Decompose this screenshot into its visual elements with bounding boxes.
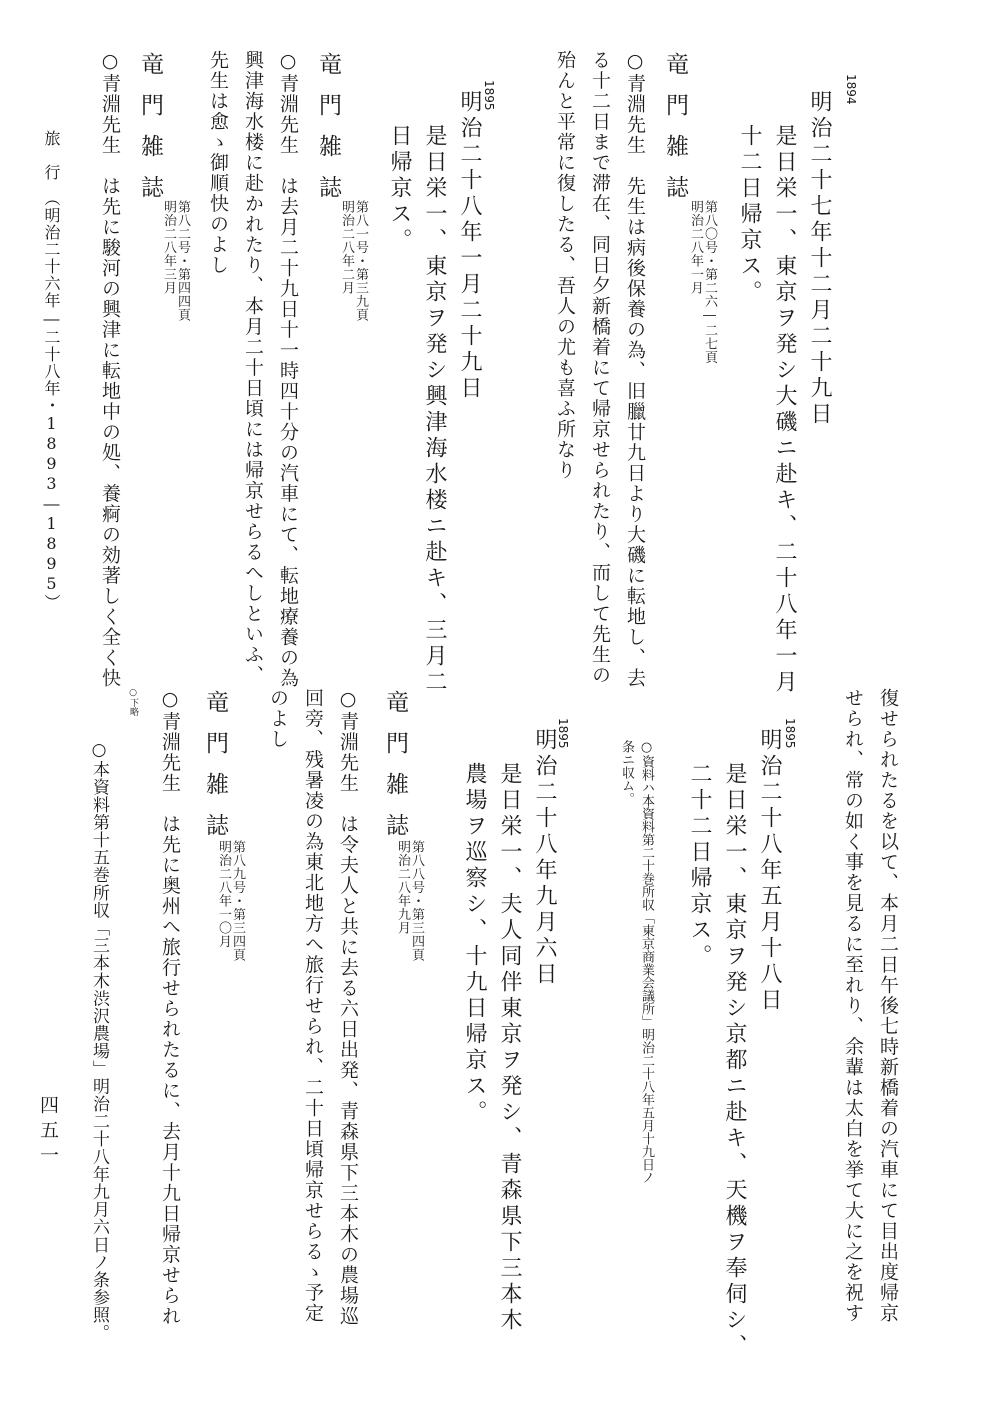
quote-line: ○青淵先生 は令夫人と共に去る六日出発、青森県下三本木の農場巡 — [337, 688, 359, 1327]
source-title: 竜門雑誌 — [137, 52, 163, 216]
quote-line: 先生は愈ゝ御順快のよし — [207, 50, 229, 276]
source-citation: 第八一号・第三九頁 明治二八年二月 — [339, 200, 368, 322]
quote-line: 殆んと平常に復したる、吾人の尤も喜ふ所なり — [554, 50, 576, 481]
entry-date: 明治二十八年五月十八日 — [757, 728, 782, 1014]
entry-text: 日帰京ス。 — [387, 124, 412, 254]
note-line: 条ニ収ム。 — [619, 740, 634, 805]
western-year: 1895 — [482, 80, 496, 111]
source-citation: 第八八号・第三四頁 明治二八年九月 — [395, 840, 424, 962]
entry-text: 農場ヲ巡察シ、十九日帰京ス。 — [462, 762, 487, 1126]
source-title: 竜門雑誌 — [315, 52, 341, 216]
note-line: ○資料ハ本資料第二十巻所収「東京商業会議所」明治二十八年五月十九日ノ — [639, 740, 654, 1184]
western-year: 1895 — [783, 718, 797, 749]
omission-mark: ○下略 — [128, 688, 138, 716]
running-title: 旅 行 （明治二十六年―二十八年・1893―1895） — [42, 130, 61, 611]
entry-date: 明治二十八年九月六日 — [532, 728, 557, 988]
source-title: 竜門雑誌 — [662, 52, 688, 216]
quote-line: ○青淵先生 は先に奥州へ旅行せられたるに、去月十九日帰京せられ — [159, 688, 181, 1327]
quote-line: 興津海水楼に赴かれたり、本月二十日頃には帰京せらるへしといふ、 — [242, 50, 264, 686]
quote-line: 復せられたるを以て、本月二日午後七時新橋着の汽車にて目出度帰京 — [877, 688, 899, 1324]
entry-text: 是日栄一、夫人同伴東京ヲ発シ、青森県下三本木 — [497, 762, 522, 1334]
quote-line: ○青淵先生 先生は病後保養の為、旧臘廿九日より大磯に転地し、去 — [624, 50, 646, 689]
entry-text: 是日栄一、東京ヲ発シ京都ニ赴キ、天機ヲ奉伺シ、 — [722, 762, 747, 1360]
entry-text: 是日栄一、東京ヲ発シ興津海水楼ニ赴キ、三月二 — [422, 124, 447, 696]
source-citation: 第八〇号・第二六―二七頁 明治二八年一月 — [688, 200, 717, 364]
page-number: 四五一 — [37, 1095, 59, 1170]
entry-text: 十二日帰京ス。 — [737, 124, 762, 306]
western-year: 1894 — [844, 74, 858, 105]
source-citation: 第八九号・第三四頁 明治二八年一〇月 — [216, 840, 245, 962]
quote-line: ○青淵先生 は先に駿河の興津に転地中の処、養痾の効著しく全く快 — [99, 50, 121, 689]
source-title: 竜門雑誌 — [382, 690, 408, 854]
entry-date: 明治二十八年一月二十九日 — [457, 90, 482, 402]
quote-line: 回旁、残暑凌の為東北地方へ旅行せられ、二十日頃帰京せらるゝ予定 — [302, 688, 324, 1324]
entry-text: 二十二日帰京ス。 — [687, 762, 712, 970]
quote-line: せられ、常の如く事を見るに至れり、余輩は太白を挙て大に之を祝す — [842, 688, 864, 1324]
quote-line: ○青淵先生 は去月二十九日十一時四十分の汽車にて、転地療養の為 — [277, 50, 299, 689]
source-citation: 第八二号・第四四頁 明治二八年三月 — [161, 200, 190, 322]
entry-text: 是日栄一、東京ヲ発シ大磯ニ赴キ、二十八年一月 — [772, 124, 797, 696]
source-title: 竜門雑誌 — [202, 690, 228, 854]
western-year: 1895 — [556, 718, 570, 749]
note-line: ○本資料第十五巻所収「三本木渋沢農場」明治二十八年九月六日ノ条参照。 — [89, 740, 109, 1342]
quote-line: る十二日まで滞在、同日夕新橋着にて帰京せられたり、而して先生の — [589, 50, 611, 686]
entry-date: 明治二十七年十二月二十九日 — [807, 90, 832, 428]
quote-line: のよし — [267, 688, 289, 750]
